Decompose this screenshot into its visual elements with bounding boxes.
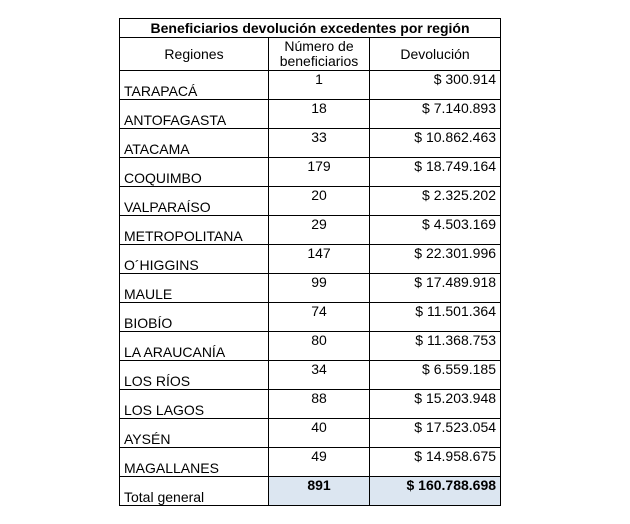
table-row: [120, 274, 501, 303]
region-cell: BIOBÍO: [120, 303, 269, 332]
header-devolucion: Devolución: [370, 38, 501, 71]
table-row: [120, 332, 501, 361]
total-row: [120, 477, 501, 506]
region-cell: ATACAMA: [120, 129, 269, 158]
count-cell: 179: [269, 158, 370, 187]
table-row: [120, 187, 501, 216]
count-cell: 88: [269, 390, 370, 419]
header-row: [120, 38, 501, 71]
count-cell: 34: [269, 361, 370, 390]
total-count: 891: [269, 477, 370, 506]
region-cell: MAULE: [120, 274, 269, 303]
table-row: [120, 216, 501, 245]
count-cell: 40: [269, 419, 370, 448]
region-cell: AYSÉN: [120, 419, 269, 448]
table-row: [120, 245, 501, 274]
count-cell: 18: [269, 100, 370, 129]
table-row: [120, 100, 501, 129]
header-regiones: Regiones: [120, 38, 269, 71]
count-cell: 49: [269, 448, 370, 477]
count-cell: 33: [269, 129, 370, 158]
amount-cell: $ 11.501.364: [370, 303, 501, 332]
count-cell: 29: [269, 216, 370, 245]
region-cell: ANTOFAGASTA: [120, 100, 269, 129]
count-cell: 80: [269, 332, 370, 361]
region-cell: TARAPACÁ: [120, 71, 269, 100]
amount-cell: $ 11.368.753: [370, 332, 501, 361]
amount-cell: $ 18.749.164: [370, 158, 501, 187]
count-cell: 1: [269, 71, 370, 100]
amount-cell: $ 14.958.675: [370, 448, 501, 477]
region-cell: LOS LAGOS: [120, 390, 269, 419]
count-cell: 20: [269, 187, 370, 216]
header-numero-beneficiarios: Número de beneficiarios: [269, 38, 370, 71]
region-cell: VALPARAÍSO: [120, 187, 269, 216]
amount-cell: $ 17.523.054: [370, 419, 501, 448]
region-cell: COQUIMBO: [120, 158, 269, 187]
amount-cell: $ 300.914: [370, 71, 501, 100]
count-cell: 74: [269, 303, 370, 332]
table-row: [120, 158, 501, 187]
region-cell: LA ARAUCANÍA: [120, 332, 269, 361]
table-row: [120, 448, 501, 477]
region-cell: METROPOLITANA: [120, 216, 269, 245]
amount-cell: $ 22.301.996: [370, 245, 501, 274]
beneficiaries-table: [119, 18, 501, 506]
amount-cell: $ 7.140.893: [370, 100, 501, 129]
region-cell: O´HIGGINS: [120, 245, 269, 274]
amount-cell: $ 4.503.169: [370, 216, 501, 245]
table-row: [120, 419, 501, 448]
amount-cell: $ 15.203.948: [370, 390, 501, 419]
table-row: [120, 71, 501, 100]
region-cell: LOS RÍOS: [120, 361, 269, 390]
table-title: Beneficiarios devolución excedentes por región: [120, 19, 501, 38]
table-row: [120, 361, 501, 390]
total-amount: $ 160.788.698: [370, 477, 501, 506]
amount-cell: $ 17.489.918: [370, 274, 501, 303]
amount-cell: $ 2.325.202: [370, 187, 501, 216]
region-cell: MAGALLANES: [120, 448, 269, 477]
count-cell: 99: [269, 274, 370, 303]
table-row: [120, 129, 501, 158]
total-label: Total general: [120, 477, 269, 506]
table-row: [120, 390, 501, 419]
amount-cell: $ 10.862.463: [370, 129, 501, 158]
table-row: [120, 303, 501, 332]
amount-cell: $ 6.559.185: [370, 361, 501, 390]
count-cell: 147: [269, 245, 370, 274]
